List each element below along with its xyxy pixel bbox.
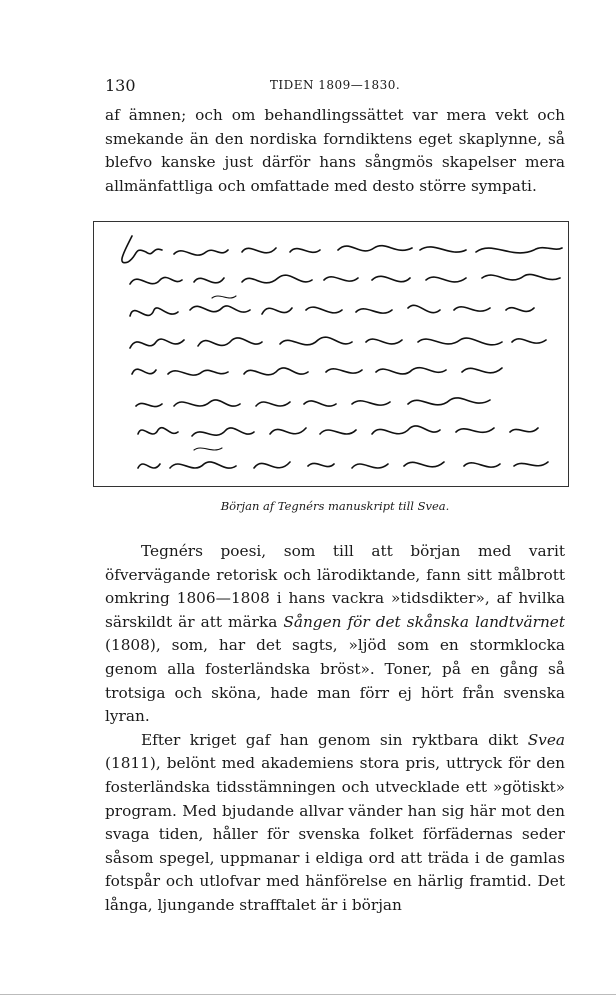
page-number: 130: [105, 76, 136, 95]
handwriting-line: [130, 337, 546, 348]
handwriting-line: [130, 274, 560, 284]
page-header: [105, 76, 565, 98]
handwriting-line: [136, 398, 490, 407]
paragraph-3-part-a: Efter kriget gaf han genom sin ryktbara dikt: [141, 730, 528, 749]
paragraph-top-text: af ämnen; och om behandlingssättet var mera vekt och smekande än den nordiska forndiktens eget skaplynne, så blefvo kanske just därför hans sångmös skapelser mera allmänfattliga och omfattade med desto större sympati.: [105, 106, 565, 195]
page-bottom-edge: [0, 994, 616, 995]
handwriting-line: [132, 368, 502, 375]
handwriting-line: [138, 462, 548, 468]
handwriting-scribbles: [94, 222, 570, 488]
handwriting-line: [122, 236, 562, 263]
paragraph-2-title: Sången för det skånska landtvärnet: [283, 612, 565, 631]
figure-caption: Början af Tegnérs manuskript till Svea.: [220, 499, 450, 513]
paragraph-3-title: Svea: [527, 730, 565, 749]
running-title: TIDEN 1809—1830.: [269, 78, 401, 92]
paragraph-2-part-b: (1808), som, har det sagts, »ljöd som en stormklocka genom alla fosterländska bröst». Toner, på en gång så trotsiga och sköna, hade man förr ej hört från svenska lyran.: [105, 636, 565, 726]
handwriting-line: [138, 426, 538, 436]
body-text: [105, 540, 565, 918]
manuscript-facsimile: [93, 221, 569, 487]
paragraph-3: [105, 729, 565, 918]
paragraph-top: [105, 104, 565, 198]
paragraph-2: [105, 540, 565, 729]
paragraph-2-part-a: Tegnérs poesi, som till att början med varit öfvervägande retorisk och lärodiktande, fann sitt målbrott omkring 1806—1808 i hans vackra »tidsdikter», af hvilka särskildt är att märka: [105, 542, 565, 631]
handwriting-line: [130, 305, 534, 316]
paragraph-3-part-b: (1811), belönt med akademiens stora pris, uttryck för den fosterländska tidsstämningen och utvecklade ett »götiskt» program. Med bjudande allvar vänder han sig här mot den svaga tiden, håller för svenska folket förfädernas seder såsom spegel, uppmanar i eldiga ord att träda i de gamlas fotspår och utlofvar med hänförelse en härlig framtid. Det långa, ljungande strafftalet är i början: [105, 754, 565, 914]
